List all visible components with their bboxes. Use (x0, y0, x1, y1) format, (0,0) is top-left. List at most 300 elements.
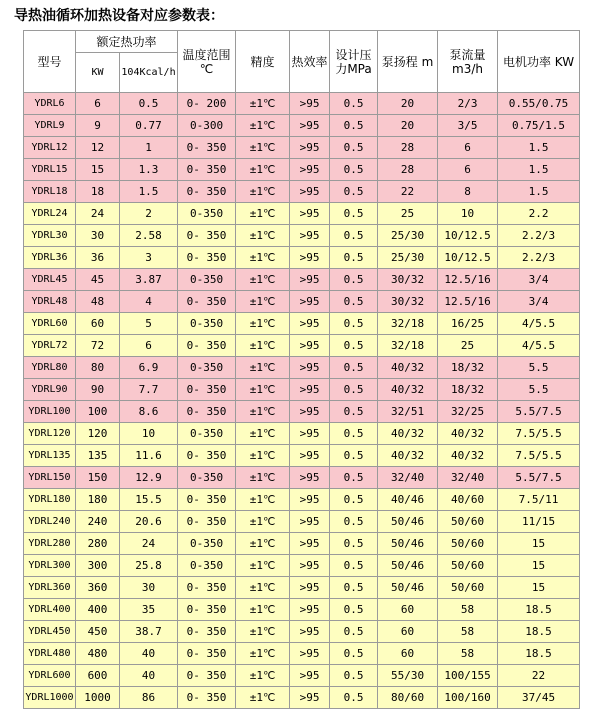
cell-motor-power: 3/4 (498, 291, 580, 313)
cell-accuracy: ±1℃ (236, 181, 290, 203)
cell-pressure: 0.5 (330, 159, 378, 181)
cell-motor-power: 7.5/5.5 (498, 445, 580, 467)
cell-motor-power: 18.5 (498, 643, 580, 665)
cell-pump-head: 28 (378, 137, 438, 159)
cell-efficiency: >95 (290, 357, 330, 379)
cell-power-kw: 80 (76, 357, 120, 379)
cell-pump-flow: 2/3 (438, 93, 498, 115)
cell-power-kcal: 6 (120, 335, 178, 357)
cell-power-kcal: 24 (120, 533, 178, 555)
table-row (24, 313, 580, 335)
cell-motor-power: 1.5 (498, 137, 580, 159)
header-pressure: 设计压力MPa (330, 31, 378, 93)
cell-power-kw: 60 (76, 313, 120, 335)
cell-pump-flow: 50/60 (438, 577, 498, 599)
cell-accuracy: ±1℃ (236, 379, 290, 401)
cell-pressure: 0.5 (330, 181, 378, 203)
cell-temp-range: 0- 350 (178, 181, 236, 203)
cell-pump-flow: 12.5/16 (438, 291, 498, 313)
header-pump-head: 泵扬程 m (378, 31, 438, 93)
cell-efficiency: >95 (290, 423, 330, 445)
cell-temp-range: 0-350 (178, 203, 236, 225)
cell-power-kcal: 4 (120, 291, 178, 313)
cell-pump-flow: 58 (438, 599, 498, 621)
cell-temp-range: 0- 350 (178, 665, 236, 687)
cell-pressure: 0.5 (330, 577, 378, 599)
cell-power-kcal: 10 (120, 423, 178, 445)
cell-pump-head: 40/32 (378, 357, 438, 379)
cell-pump-flow: 50/60 (438, 511, 498, 533)
table-row (24, 357, 580, 379)
cell-pump-head: 50/46 (378, 577, 438, 599)
cell-model: YDRL400 (24, 599, 76, 621)
cell-temp-range: 0- 350 (178, 247, 236, 269)
cell-temp-range: 0- 350 (178, 159, 236, 181)
cell-power-kw: 9 (76, 115, 120, 137)
cell-motor-power: 4/5.5 (498, 313, 580, 335)
cell-power-kw: 72 (76, 335, 120, 357)
cell-pressure: 0.5 (330, 137, 378, 159)
cell-motor-power: 15 (498, 533, 580, 555)
cell-pump-flow: 58 (438, 621, 498, 643)
cell-pump-head: 32/18 (378, 313, 438, 335)
cell-accuracy: ±1℃ (236, 291, 290, 313)
cell-model: YDRL6 (24, 93, 76, 115)
cell-efficiency: >95 (290, 511, 330, 533)
cell-power-kcal: 20.6 (120, 511, 178, 533)
table-row (24, 181, 580, 203)
cell-motor-power: 5.5/7.5 (498, 467, 580, 489)
cell-efficiency: >95 (290, 335, 330, 357)
cell-power-kw: 135 (76, 445, 120, 467)
table-row (24, 203, 580, 225)
cell-power-kw: 30 (76, 225, 120, 247)
cell-model: YDRL450 (24, 621, 76, 643)
cell-accuracy: ±1℃ (236, 533, 290, 555)
cell-power-kw: 1000 (76, 687, 120, 709)
cell-power-kcal: 86 (120, 687, 178, 709)
cell-efficiency: >95 (290, 203, 330, 225)
cell-power-kcal: 8.6 (120, 401, 178, 423)
cell-pressure: 0.5 (330, 665, 378, 687)
cell-temp-range: 0-350 (178, 423, 236, 445)
cell-power-kw: 24 (76, 203, 120, 225)
page-title: 导热油循环加热设备对应参数表： (14, 8, 224, 24)
cell-efficiency: >95 (290, 269, 330, 291)
cell-pressure: 0.5 (330, 313, 378, 335)
table-row (24, 489, 580, 511)
cell-temp-range: 0- 350 (178, 401, 236, 423)
cell-efficiency: >95 (290, 467, 330, 489)
cell-efficiency: >95 (290, 247, 330, 269)
cell-power-kcal: 1.3 (120, 159, 178, 181)
cell-model: YDRL18 (24, 181, 76, 203)
cell-pump-head: 80/60 (378, 687, 438, 709)
cell-power-kcal: 3 (120, 247, 178, 269)
cell-model: YDRL80 (24, 357, 76, 379)
table-row (24, 555, 580, 577)
header-rated-power: 额定热功率 (76, 31, 178, 53)
cell-temp-range: 0-350 (178, 533, 236, 555)
cell-efficiency: >95 (290, 181, 330, 203)
cell-pump-flow: 40/32 (438, 423, 498, 445)
cell-pump-flow: 18/32 (438, 379, 498, 401)
cell-power-kcal: 11.6 (120, 445, 178, 467)
cell-efficiency: >95 (290, 445, 330, 467)
cell-efficiency: >95 (290, 93, 330, 115)
cell-pump-flow: 100/155 (438, 665, 498, 687)
cell-pump-flow: 40/60 (438, 489, 498, 511)
cell-accuracy: ±1℃ (236, 423, 290, 445)
cell-pressure: 0.5 (330, 335, 378, 357)
cell-pump-flow: 12.5/16 (438, 269, 498, 291)
cell-model: YDRL24 (24, 203, 76, 225)
table-row (24, 445, 580, 467)
cell-model: YDRL1000 (24, 687, 76, 709)
cell-pump-head: 50/46 (378, 533, 438, 555)
cell-power-kcal: 40 (120, 643, 178, 665)
cell-efficiency: >95 (290, 533, 330, 555)
cell-pressure: 0.5 (330, 93, 378, 115)
cell-accuracy: ±1℃ (236, 335, 290, 357)
table-row (24, 115, 580, 137)
cell-accuracy: ±1℃ (236, 643, 290, 665)
cell-motor-power: 5.5/7.5 (498, 401, 580, 423)
cell-pump-flow: 6 (438, 137, 498, 159)
cell-pressure: 0.5 (330, 621, 378, 643)
cell-power-kcal: 1.5 (120, 181, 178, 203)
cell-efficiency: >95 (290, 291, 330, 313)
cell-power-kcal: 40 (120, 665, 178, 687)
cell-pressure: 0.5 (330, 445, 378, 467)
cell-power-kcal: 25.8 (120, 555, 178, 577)
cell-power-kw: 45 (76, 269, 120, 291)
cell-pump-head: 30/32 (378, 291, 438, 313)
cell-model: YDRL360 (24, 577, 76, 599)
cell-model: YDRL48 (24, 291, 76, 313)
cell-model: YDRL135 (24, 445, 76, 467)
cell-pump-flow: 10 (438, 203, 498, 225)
table-row (24, 533, 580, 555)
cell-accuracy: ±1℃ (236, 489, 290, 511)
cell-motor-power: 22 (498, 665, 580, 687)
cell-pump-head: 32/40 (378, 467, 438, 489)
cell-efficiency: >95 (290, 159, 330, 181)
cell-pressure: 0.5 (330, 401, 378, 423)
cell-pressure: 0.5 (330, 467, 378, 489)
table-header (24, 31, 580, 93)
cell-power-kw: 480 (76, 643, 120, 665)
cell-model: YDRL280 (24, 533, 76, 555)
cell-pump-flow: 32/25 (438, 401, 498, 423)
cell-temp-range: 0- 350 (178, 599, 236, 621)
cell-motor-power: 11/15 (498, 511, 580, 533)
cell-pump-head: 40/32 (378, 423, 438, 445)
cell-power-kcal: 1 (120, 137, 178, 159)
cell-pump-flow: 50/60 (438, 555, 498, 577)
cell-model: YDRL180 (24, 489, 76, 511)
cell-pressure: 0.5 (330, 269, 378, 291)
cell-motor-power: 2.2/3 (498, 247, 580, 269)
header-power-kcal: 104Kcal/h (120, 53, 178, 93)
cell-pump-flow: 3/5 (438, 115, 498, 137)
table-row (24, 643, 580, 665)
cell-pump-head: 60 (378, 599, 438, 621)
cell-pump-head: 20 (378, 115, 438, 137)
header-accuracy: 精度 (236, 31, 290, 93)
table-row (24, 225, 580, 247)
cell-power-kw: 6 (76, 93, 120, 115)
cell-efficiency: >95 (290, 577, 330, 599)
cell-model: YDRL150 (24, 467, 76, 489)
cell-power-kcal: 6.9 (120, 357, 178, 379)
cell-model: YDRL90 (24, 379, 76, 401)
cell-accuracy: ±1℃ (236, 401, 290, 423)
table-row (24, 379, 580, 401)
cell-temp-range: 0- 200 (178, 93, 236, 115)
cell-pump-head: 22 (378, 181, 438, 203)
cell-power-kw: 90 (76, 379, 120, 401)
cell-efficiency: >95 (290, 137, 330, 159)
cell-accuracy: ±1℃ (236, 137, 290, 159)
cell-pump-head: 50/46 (378, 511, 438, 533)
cell-efficiency: >95 (290, 687, 330, 709)
cell-pump-head: 40/32 (378, 445, 438, 467)
cell-power-kw: 12 (76, 137, 120, 159)
cell-pump-head: 60 (378, 621, 438, 643)
table-row (24, 621, 580, 643)
table-row (24, 687, 580, 709)
cell-motor-power: 2.2 (498, 203, 580, 225)
cell-pump-head: 30/32 (378, 269, 438, 291)
cell-power-kcal: 5 (120, 313, 178, 335)
cell-power-kcal: 0.77 (120, 115, 178, 137)
cell-power-kw: 450 (76, 621, 120, 643)
cell-efficiency: >95 (290, 489, 330, 511)
cell-pump-head: 32/18 (378, 335, 438, 357)
cell-accuracy: ±1℃ (236, 555, 290, 577)
cell-accuracy: ±1℃ (236, 687, 290, 709)
cell-motor-power: 18.5 (498, 599, 580, 621)
cell-power-kcal: 2.58 (120, 225, 178, 247)
cell-pressure: 0.5 (330, 599, 378, 621)
cell-temp-range: 0- 350 (178, 291, 236, 313)
cell-pressure: 0.5 (330, 225, 378, 247)
cell-pump-head: 60 (378, 643, 438, 665)
cell-temp-range: 0- 350 (178, 511, 236, 533)
table-row (24, 511, 580, 533)
table-row (24, 335, 580, 357)
cell-motor-power: 0.75/1.5 (498, 115, 580, 137)
cell-pressure: 0.5 (330, 489, 378, 511)
cell-pressure: 0.5 (330, 423, 378, 445)
cell-power-kw: 100 (76, 401, 120, 423)
cell-power-kw: 48 (76, 291, 120, 313)
cell-pressure: 0.5 (330, 511, 378, 533)
table-body (24, 93, 580, 709)
cell-accuracy: ±1℃ (236, 225, 290, 247)
cell-power-kw: 360 (76, 577, 120, 599)
cell-pump-flow: 32/40 (438, 467, 498, 489)
cell-pressure: 0.5 (330, 357, 378, 379)
cell-accuracy: ±1℃ (236, 115, 290, 137)
cell-model: YDRL600 (24, 665, 76, 687)
cell-temp-range: 0-350 (178, 313, 236, 335)
cell-pressure: 0.5 (330, 687, 378, 709)
cell-pump-flow: 58 (438, 643, 498, 665)
cell-pump-head: 28 (378, 159, 438, 181)
cell-temp-range: 0- 350 (178, 335, 236, 357)
cell-accuracy: ±1℃ (236, 621, 290, 643)
cell-efficiency: >95 (290, 225, 330, 247)
cell-model: YDRL30 (24, 225, 76, 247)
table-row (24, 599, 580, 621)
table-row (24, 93, 580, 115)
cell-pump-head: 32/51 (378, 401, 438, 423)
table-row (24, 291, 580, 313)
cell-temp-range: 0- 350 (178, 379, 236, 401)
cell-accuracy: ±1℃ (236, 599, 290, 621)
cell-model: YDRL36 (24, 247, 76, 269)
cell-efficiency: >95 (290, 115, 330, 137)
cell-efficiency: >95 (290, 643, 330, 665)
cell-motor-power: 0.55/0.75 (498, 93, 580, 115)
cell-pump-flow: 25 (438, 335, 498, 357)
cell-efficiency: >95 (290, 555, 330, 577)
cell-pump-head: 55/30 (378, 665, 438, 687)
cell-power-kw: 240 (76, 511, 120, 533)
cell-power-kcal: 12.9 (120, 467, 178, 489)
cell-efficiency: >95 (290, 599, 330, 621)
cell-power-kcal: 7.7 (120, 379, 178, 401)
cell-pump-flow: 10/12.5 (438, 225, 498, 247)
cell-model: YDRL9 (24, 115, 76, 137)
cell-power-kcal: 0.5 (120, 93, 178, 115)
cell-temp-range: 0- 350 (178, 621, 236, 643)
cell-power-kw: 120 (76, 423, 120, 445)
header-model: 型号 (24, 31, 76, 93)
cell-power-kw: 180 (76, 489, 120, 511)
cell-pump-flow: 16/25 (438, 313, 498, 335)
cell-temp-range: 0- 350 (178, 643, 236, 665)
cell-pump-head: 25/30 (378, 225, 438, 247)
table-row (24, 665, 580, 687)
table-row (24, 269, 580, 291)
cell-motor-power: 7.5/5.5 (498, 423, 580, 445)
header-motor-power: 电机功率 KW (498, 31, 580, 93)
table-row (24, 137, 580, 159)
cell-temp-range: 0-350 (178, 467, 236, 489)
table-row (24, 159, 580, 181)
table-row (24, 401, 580, 423)
cell-accuracy: ±1℃ (236, 247, 290, 269)
cell-power-kw: 400 (76, 599, 120, 621)
cell-model: YDRL12 (24, 137, 76, 159)
cell-model: YDRL240 (24, 511, 76, 533)
cell-power-kcal: 30 (120, 577, 178, 599)
table-row (24, 423, 580, 445)
cell-pump-flow: 6 (438, 159, 498, 181)
cell-power-kcal: 2 (120, 203, 178, 225)
cell-pump-head: 40/32 (378, 379, 438, 401)
cell-motor-power: 1.5 (498, 181, 580, 203)
cell-pump-head: 20 (378, 93, 438, 115)
header-power-kw: KW (76, 53, 120, 93)
cell-power-kcal: 35 (120, 599, 178, 621)
cell-pressure: 0.5 (330, 555, 378, 577)
cell-pressure: 0.5 (330, 533, 378, 555)
cell-motor-power: 3/4 (498, 269, 580, 291)
cell-accuracy: ±1℃ (236, 269, 290, 291)
table-row (24, 577, 580, 599)
cell-model: YDRL100 (24, 401, 76, 423)
cell-power-kw: 600 (76, 665, 120, 687)
cell-temp-range: 0-350 (178, 269, 236, 291)
cell-power-kw: 150 (76, 467, 120, 489)
cell-temp-range: 0- 350 (178, 137, 236, 159)
cell-accuracy: ±1℃ (236, 577, 290, 599)
cell-pump-head: 40/46 (378, 489, 438, 511)
cell-motor-power: 5.5 (498, 357, 580, 379)
cell-temp-range: 0- 350 (178, 225, 236, 247)
cell-model: YDRL72 (24, 335, 76, 357)
cell-temp-range: 0- 350 (178, 687, 236, 709)
cell-power-kcal: 15.5 (120, 489, 178, 511)
cell-accuracy: ±1℃ (236, 159, 290, 181)
cell-pump-head: 25 (378, 203, 438, 225)
cell-model: YDRL15 (24, 159, 76, 181)
cell-motor-power: 18.5 (498, 621, 580, 643)
cell-pump-flow: 100/160 (438, 687, 498, 709)
header-efficiency: 热效率 (290, 31, 330, 93)
cell-motor-power: 2.2/3 (498, 225, 580, 247)
header-pump-flow: 泵流量 m3/h (438, 31, 498, 93)
cell-power-kw: 280 (76, 533, 120, 555)
cell-motor-power: 7.5/11 (498, 489, 580, 511)
parameter-table (23, 30, 580, 709)
cell-accuracy: ±1℃ (236, 93, 290, 115)
cell-pump-head: 25/30 (378, 247, 438, 269)
table-row (24, 467, 580, 489)
cell-temp-range: 0-350 (178, 357, 236, 379)
cell-power-kw: 15 (76, 159, 120, 181)
cell-power-kcal: 3.87 (120, 269, 178, 291)
cell-pump-flow: 8 (438, 181, 498, 203)
cell-temp-range: 0-300 (178, 115, 236, 137)
cell-efficiency: >95 (290, 621, 330, 643)
cell-accuracy: ±1℃ (236, 445, 290, 467)
cell-accuracy: ±1℃ (236, 357, 290, 379)
cell-power-kw: 300 (76, 555, 120, 577)
cell-pump-flow: 40/32 (438, 445, 498, 467)
cell-accuracy: ±1℃ (236, 313, 290, 335)
cell-pump-flow: 10/12.5 (438, 247, 498, 269)
cell-pump-flow: 50/60 (438, 533, 498, 555)
cell-motor-power: 4/5.5 (498, 335, 580, 357)
cell-motor-power: 5.5 (498, 379, 580, 401)
cell-pump-head: 50/46 (378, 555, 438, 577)
cell-temp-range: 0- 350 (178, 445, 236, 467)
cell-accuracy: ±1℃ (236, 467, 290, 489)
cell-pressure: 0.5 (330, 643, 378, 665)
cell-accuracy: ±1℃ (236, 665, 290, 687)
cell-motor-power: 15 (498, 577, 580, 599)
cell-efficiency: >95 (290, 379, 330, 401)
cell-model: YDRL45 (24, 269, 76, 291)
cell-motor-power: 15 (498, 555, 580, 577)
cell-power-kw: 36 (76, 247, 120, 269)
cell-pressure: 0.5 (330, 115, 378, 137)
